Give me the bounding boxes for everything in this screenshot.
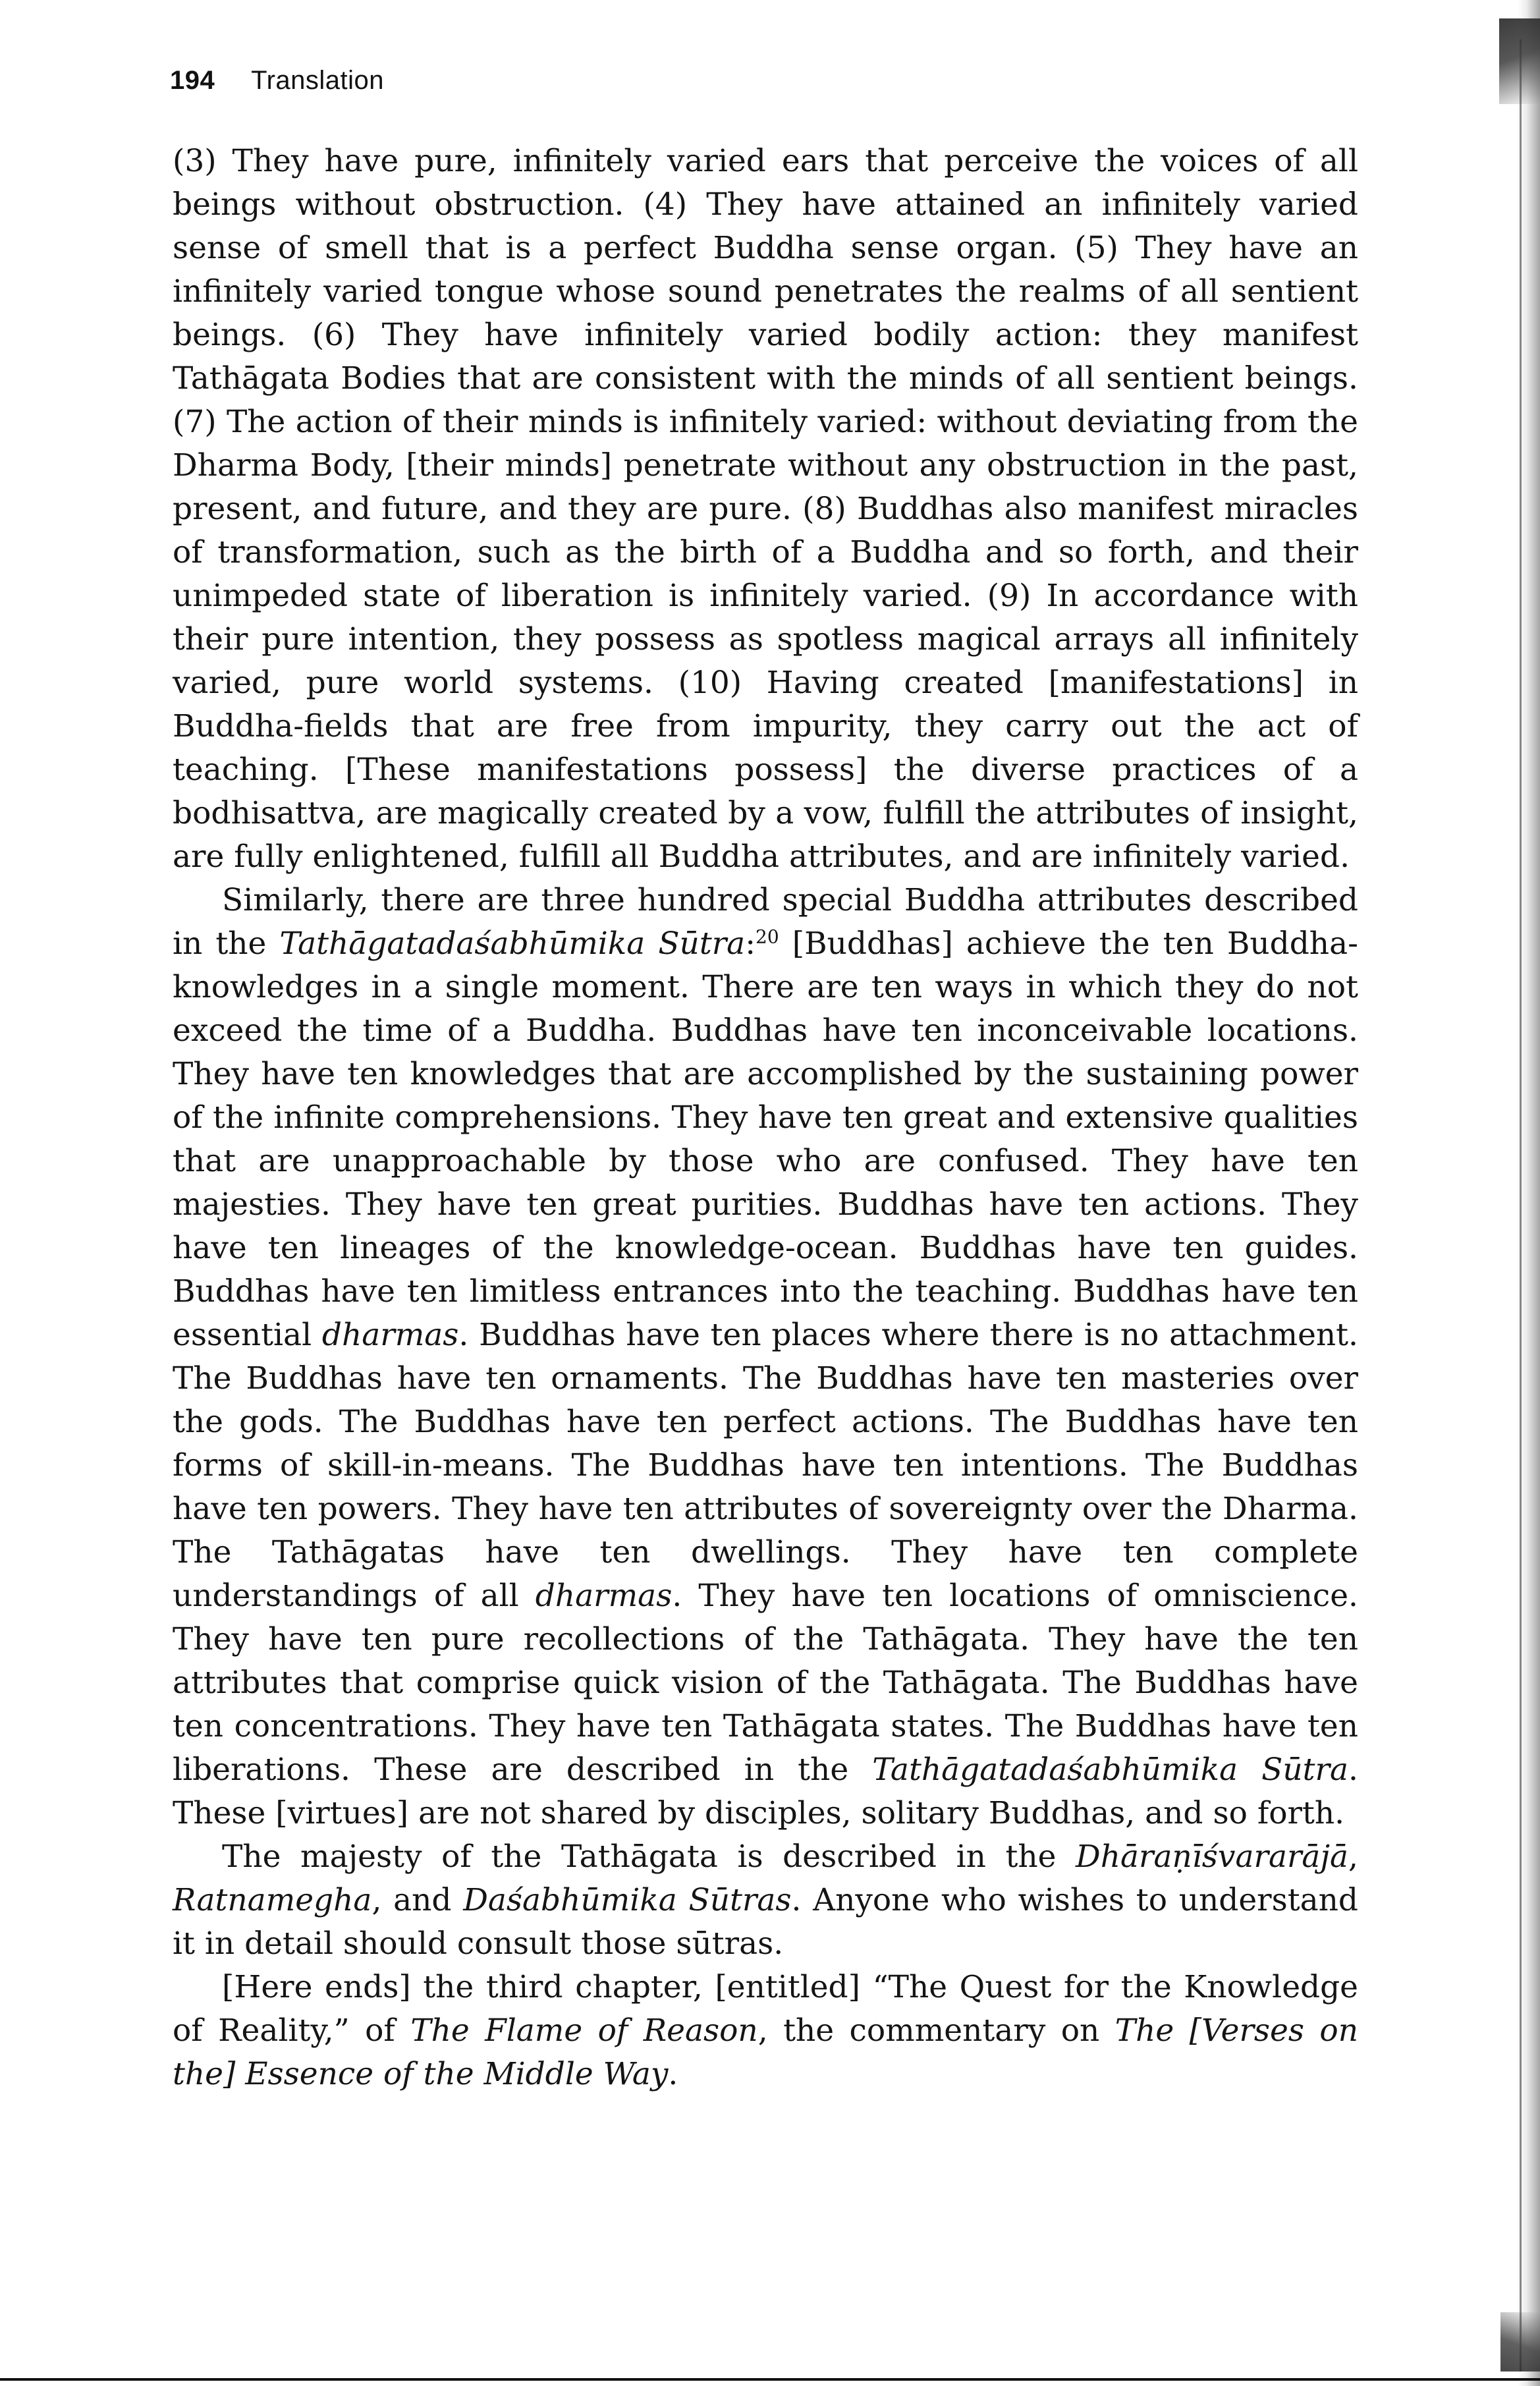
paragraph-3 <box>173 1835 1358 1966</box>
paragraph-4 <box>173 1966 1358 2096</box>
paragraph-4-mid: , the commentary on <box>757 2012 1115 2049</box>
section-title: Translation <box>251 66 385 95</box>
sutra-title: Tathāgatadaśabhūmika Sūtra <box>279 926 746 962</box>
book-title: The Flame of Reason <box>410 2012 758 2049</box>
footnote-ref: 20 <box>756 926 779 948</box>
paragraph-2-part5: . These [virtues] are not shared by disciples, solitary Buddhas, and so forth. <box>173 1752 1358 1831</box>
title-dharanisvararaja: Dhāraṇīśvararājā <box>1076 1839 1349 1875</box>
sutra-title-2: Tathāgatadaśabhūmika Sūtra <box>872 1752 1349 1788</box>
paragraph-3-lead: The majesty of the Tathāgata is described in the <box>222 1839 1076 1875</box>
scan-bottom-edge <box>0 2378 1540 2381</box>
paragraph-4-lead: [Here ends] the third chapter, [entitled] “The Quest for the Knowledge of Reality,” of <box>173 1969 1358 2049</box>
scan-corner-bottom <box>1500 2312 1540 2372</box>
scan-corner-top <box>1499 18 1540 104</box>
paragraph-2-part4: . They have ten locations of omniscience. They have ten pure recollections of the Tathāgata. They have the ten attributes that comprise quick vision of the Tathāgata. The Buddhas have ten concentrations. They have ten Tathāgata states. The Buddhas have ten liberations. These are described in the <box>173 1578 1359 1788</box>
page-number: 194 <box>170 66 215 95</box>
title-ratnamegha: Ratnamegha <box>173 1882 372 1918</box>
verses-title: The [Verses on the] Essence of the Middle Way <box>173 2012 1358 2092</box>
paragraph-4-tail: . <box>668 2056 678 2092</box>
body-text <box>173 140 1358 2096</box>
separator-1: , <box>1348 1839 1358 1875</box>
paragraph-2-part2: [Buddhas] achieve the ten Buddha-knowledges in a single moment. There are ten ways in which they do not exceed the time of a Buddha. Buddhas have ten inconceivable locations. They have ten knowledges that are accomplished by the sustaining power of the infinite comprehensions. They have ten great and extensive qualities that are unapproachable by those who are confused. They have ten majesties. They have ten great purities. Buddhas have ten actions. They have ten lineages of the knowledge-ocean. Buddhas have ten guides. Buddhas have ten limitless entrances into the teaching. Buddhas have ten essential <box>173 926 1358 1353</box>
title-dasabhumika: Daśabhūmika Sūtras <box>463 1882 792 1918</box>
paragraph-3-tail: . Anyone who wishes to understand it in detail should consult those sūtras. <box>173 1882 1358 1962</box>
paragraph-2-lead: Similarly, there are three hundred special Buddha attributes described in the <box>173 882 1358 962</box>
paragraph-1 <box>173 140 1358 879</box>
dharmas-term-2: dharmas <box>535 1578 673 1614</box>
paragraph-2-part3: . Buddhas have ten places where there is no attachment. The Buddhas have ten ornaments. The Buddhas have ten masteries over the gods. The Buddhas have ten perfect actions. The Buddhas have ten forms of skill-in-means. The Buddhas have ten intentions. The Buddhas have ten powers. They have ten attributes of sovereignty over the Dharma. The Tathāgatas have ten dwellings. They have ten complete understandings of all <box>173 1317 1358 1614</box>
colon: : <box>745 926 756 962</box>
running-head <box>170 66 384 96</box>
paragraph-1-text: (3) They have pure, infinitely varied ears that perceive the voices of all beings without obstruction. (4) They have attained an infinitely varied sense of smell that is a perfect Buddha sense organ. (5) They have an infinitely varied tongue whose sound penetrates the realms of all sentient beings. (6) They have infinitely varied bodily action: they manifest Tathāgata Bodies that are consistent with the minds of all sentient beings. (7) The action of their minds is infinitely varied: without deviating from the Dharma Body, [their minds] penetrate without any obstruction in the past, present, and future, and they are pure. (8) Buddhas also manifest miracles of transformation, such as the birth of a Buddha and so forth, and their unimpeded state of liberation is infinitely varied. (9) In accordance with their pure intention, they possess as spotless magical arrays all infinitely varied, pure world systems. (10) Having created [manifestations] in Buddha-fields that are free from impurity, they carry out the act of teaching. [These manifestations possess] the diverse practices of a bodhisattva, are magically created by a vow, fulfill the attributes of insight, are fully enlightened, fulfill all Buddha attributes, and are infinitely varied. <box>173 143 1358 875</box>
page-edge-line <box>1520 40 1522 2372</box>
separator-2: , and <box>371 1882 464 1918</box>
dharmas-term-1: dharmas <box>321 1317 459 1353</box>
paragraph-2 <box>173 879 1358 1835</box>
